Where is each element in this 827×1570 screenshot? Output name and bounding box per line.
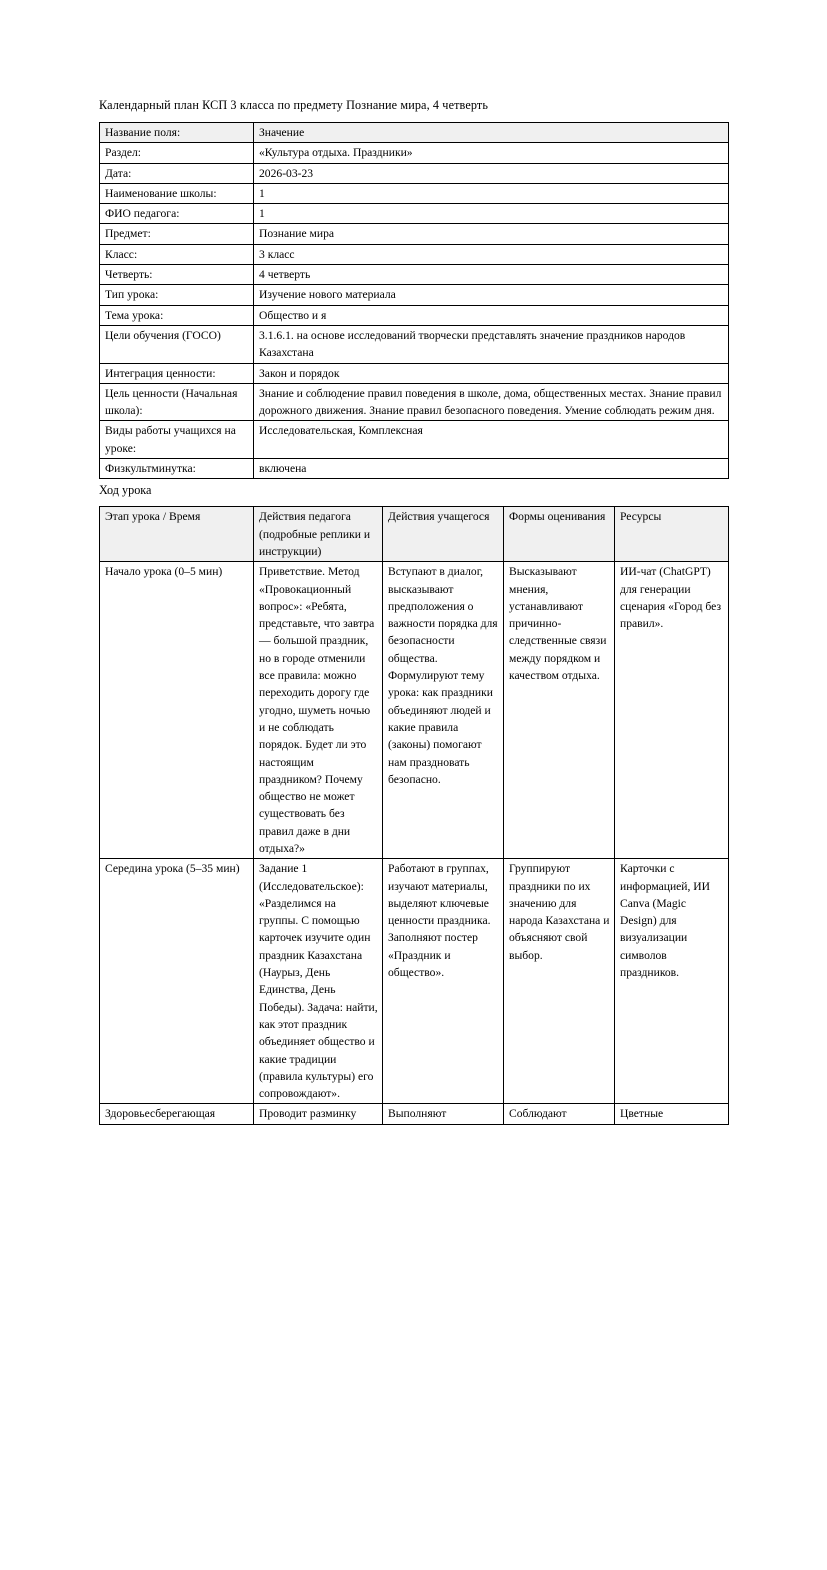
table-row [100,325,729,363]
table-row [100,183,729,203]
info-field-value: Познание мира [254,224,729,244]
info-field-label: Дата: [100,163,254,183]
info-field-value: «Культура отдыха. Праздники» [254,143,729,163]
flow-header-resources: Ресурсы [615,507,729,562]
flow-cell-teacher: Задание 1 (Исследовательское): «Разделимся на группы. С помощью карточек изучите один праздник Казахстана (Наурыз, День Единства, День Победы). Задача: найти, как этот праздник объединяет общество и какие традиции (правила культуры) его сопровождают». [254,859,383,1104]
table-row [100,459,729,479]
flow-cell-stage: Здоровьесберегающая [100,1104,254,1124]
info-field-value: 1 [254,183,729,203]
table-row [100,143,729,163]
flow-header-student: Действия учащегося [383,507,504,562]
lesson-flow-table [99,506,729,1124]
flow-cell-assessment: Высказывают мнения, устанавливают причинно-следственные связи между порядком и качеством отдыха. [504,562,615,859]
flow-cell-teacher: Приветствие. Метод «Провокационный вопрос»: «Ребята, представьте, что завтра — большой праздник, но в городе отменили все правила: можно переходить дорогу где угодно, шуметь ночью и не соблюдать порядок. Будет ли это настоящим праздником? Почему общество не может существовать без правил даже в дни отдыха?» [254,562,383,859]
table-row [100,1104,729,1124]
flow-header-teacher: Действия педагога (подробные реплики и инструкции) [254,507,383,562]
info-field-label: Наименование школы: [100,183,254,203]
document-content [99,98,728,1125]
table-row [100,265,729,285]
flow-table-body [100,562,729,1125]
table-row [100,224,729,244]
info-field-label: Виды работы учащихся на уроке: [100,421,254,459]
flow-cell-student: Работают в группах, изучают материалы, выделяют ключевые ценности праздника. Заполняют постер «Праздник и общество». [383,859,504,1104]
info-field-value: Закон и порядок [254,363,729,383]
info-field-value: 3 класс [254,244,729,264]
info-table-header-row [100,123,729,143]
table-row [100,204,729,224]
page-title: Календарный план КСП 3 класса по предмету Познание мира, 4 четверть [99,98,489,112]
table-row [100,363,729,383]
flow-cell-resources: Цветные [615,1104,729,1124]
table-row [100,421,729,459]
info-field-label: Цели обучения (ГОСО) [100,325,254,363]
lesson-info-table [99,122,729,479]
flow-cell-resources: ИИ-чат (ChatGPT) для генерации сценария «Город без правил». [615,562,729,859]
info-field-label: Четверть: [100,265,254,285]
info-field-label: Предмет: [100,224,254,244]
info-field-label: ФИО педагога: [100,204,254,224]
info-field-label: Интеграция ценности: [100,363,254,383]
flow-table-header-row [100,507,729,562]
info-header-value: Значение [254,123,729,143]
info-field-value: Общество и я [254,305,729,325]
info-table-body [100,143,729,479]
info-field-value: 1 [254,204,729,224]
flow-cell-assessment: Группируют праздники по их значению для народа Казахстана и объясняют свой выбор. [504,859,615,1104]
flow-header-stage: Этап урока / Время [100,507,254,562]
table-row [100,383,729,421]
info-field-value: включена [254,459,729,479]
info-field-value: 2026-03-23 [254,163,729,183]
info-field-value: Изучение нового материала [254,285,729,305]
table-row [100,163,729,183]
table-row [100,285,729,305]
info-field-label: Цель ценности (Начальная школа): [100,383,254,421]
table-row [100,562,729,859]
table-row [100,859,729,1104]
flow-cell-resources: Карточки с информацией, ИИ Canva (Magic Design) для визуализации символов праздников. [615,859,729,1104]
info-field-label: Раздел: [100,143,254,163]
flow-cell-stage: Середина урока (5–35 мин) [100,859,254,1104]
info-field-label: Тема урока: [100,305,254,325]
info-field-value: Исследовательская, Комплексная [254,421,729,459]
page-bottom-clip [0,1170,827,1570]
flow-cell-teacher: Проводит разминку [254,1104,383,1124]
info-header-field: Название поля: [100,123,254,143]
lesson-flow-heading: Ход урока [99,483,152,498]
info-field-value: 4 четверть [254,265,729,285]
table-row [100,244,729,264]
flow-header-assessment: Формы оценивания [504,507,615,562]
info-field-label: Класс: [100,244,254,264]
info-field-label: Физкультминутка: [100,459,254,479]
flow-cell-stage: Начало урока (0–5 мин) [100,562,254,859]
table-row [100,305,729,325]
info-field-value: Знание и соблюдение правил поведения в школе, дома, общественных местах. Знание правил дорожного движения. Знание правил безопасного поведения. Умение соблюдать режим дня. [254,383,729,421]
flow-cell-assessment: Соблюдают [504,1104,615,1124]
flow-cell-student: Вступают в диалог, высказывают предположения о важности порядка для безопасности общества. Формулируют тему урока: как праздники объединяют людей и какие правила (законы) помогают нам праздновать безопасно. [383,562,504,859]
info-field-value: 3.1.6.1. на основе исследований творчески представлять значение праздников народов Казахстана [254,325,729,363]
flow-cell-student: Выполняют [383,1104,504,1124]
info-field-label: Тип урока: [100,285,254,305]
